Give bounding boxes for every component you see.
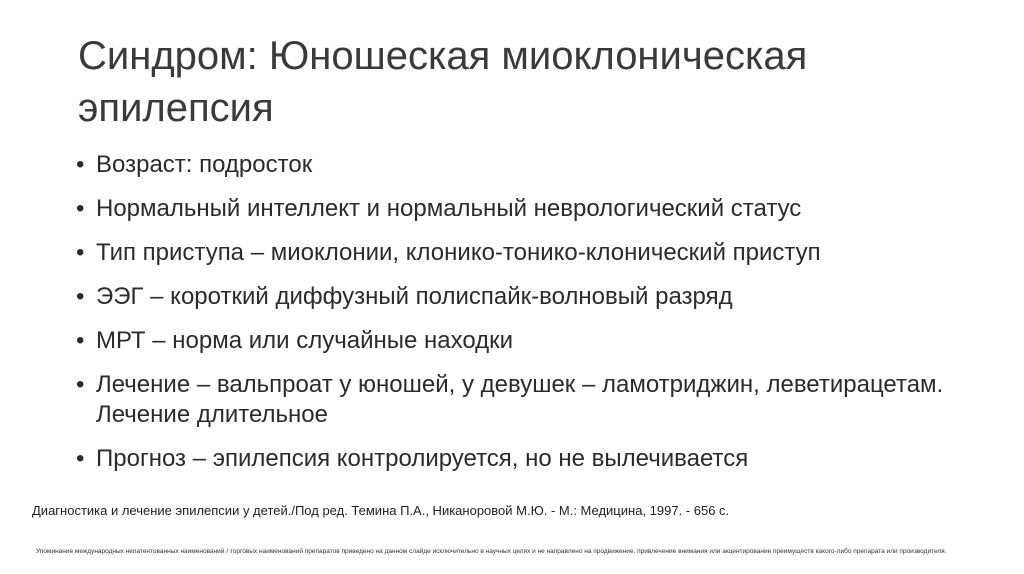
bullet-text: Прогноз – эпилепсия контролируется, но не вылечивается <box>96 445 749 472</box>
bullet-marker: • <box>76 195 85 222</box>
bullet-marker: • <box>76 283 85 310</box>
bullet-text: Возраст: подросток <box>96 151 313 178</box>
bullet-marker: • <box>76 371 85 398</box>
reference-citation: Диагностика и лечение эпилепсии у детей./Под ред. Темина П.А., Никаноровой М.Ю. - М.: Медицина, 1997. - 656 с. <box>32 503 730 518</box>
bullet-text: Нормальный интеллект и нормальный неврологический статус <box>96 195 802 222</box>
title-line-2: эпилепсия <box>78 86 274 130</box>
disclaimer-note: Упоминание международных непатентованных наименований / торговых наименований препаратов приведено на данном слайде исключительно в научных целях и не направлено на продвижение, привлечение внимания или акцентирование преимуществ какого-либо препарата или производителя. <box>36 548 947 555</box>
bullet-text: ЭЭГ – короткий диффузный полиспайк-волновый разряд <box>96 283 733 310</box>
bullet-marker: • <box>76 327 85 354</box>
bullet-text: МРТ – норма или случайные находки <box>96 327 514 354</box>
title-line-1: Синдром: Юношеская миоклоническая <box>78 34 808 78</box>
bullet-item-intellect <box>76 194 976 224</box>
bullet-marker: • <box>76 239 85 266</box>
bullet-marker: • <box>76 151 85 178</box>
bullet-item-seizure-type <box>76 238 976 268</box>
bullet-item-age <box>76 150 976 180</box>
bullet-text: Лечение – вальпроат у юношей, у девушек – ламотриджин, леветирацетам. Лечение длительное <box>96 371 944 428</box>
slide-title <box>78 30 978 134</box>
bullet-item-prognosis <box>76 444 976 474</box>
bullet-text: Тип приступа – миоклонии, клонико-тонико-клонический приступ <box>96 239 821 266</box>
bullet-marker: • <box>76 445 85 472</box>
bullet-item-treatment <box>76 370 976 430</box>
bullet-list <box>76 150 976 488</box>
bullet-item-eeg <box>76 282 976 312</box>
bullet-item-mri <box>76 326 976 356</box>
